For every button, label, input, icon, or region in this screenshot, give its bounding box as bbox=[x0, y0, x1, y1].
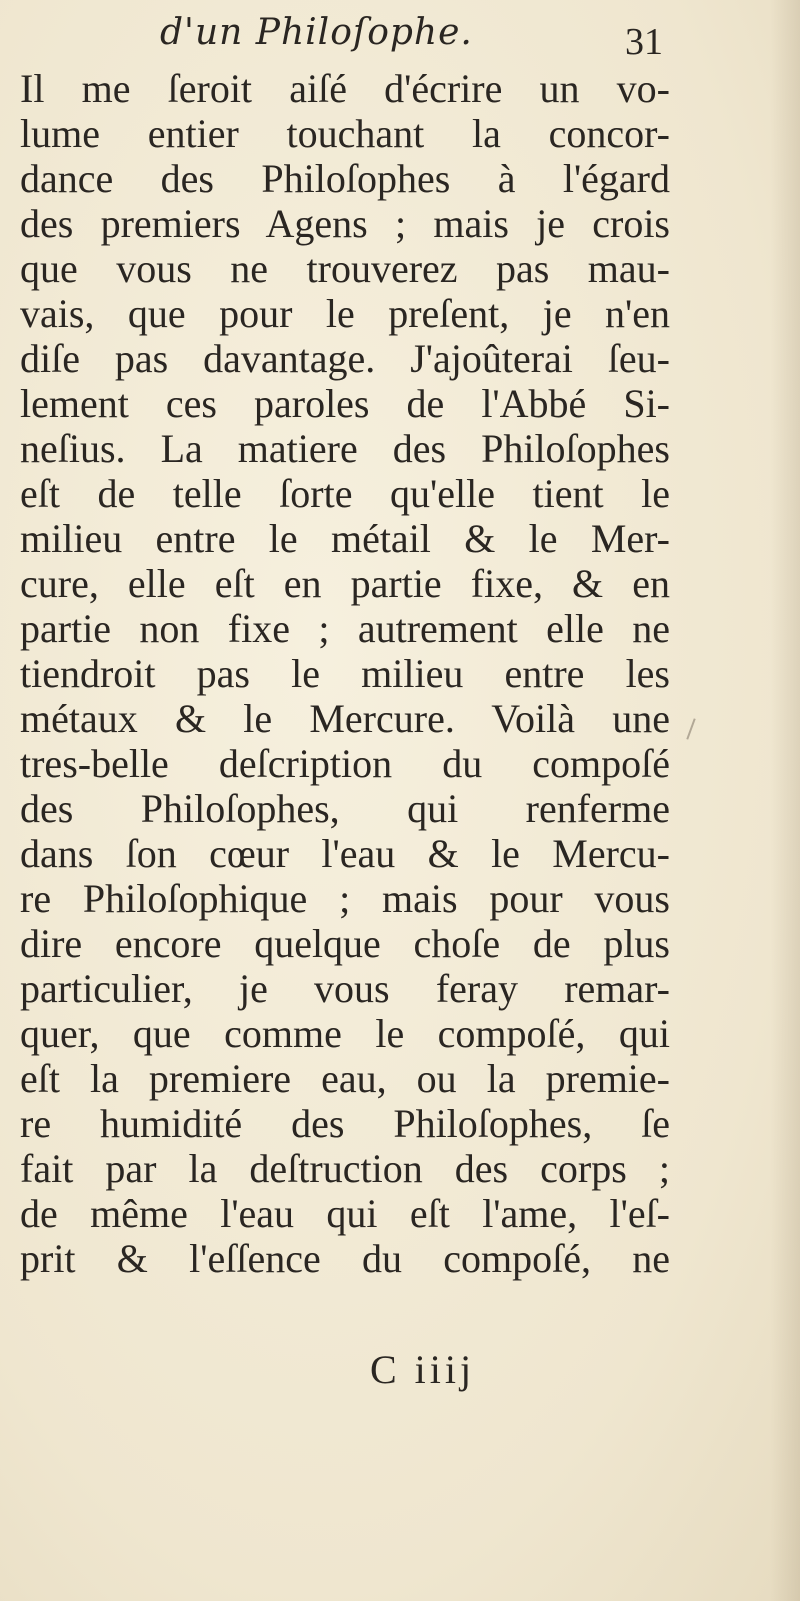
text-line: vais, que pour le preſent, je n'en bbox=[20, 291, 670, 336]
text-line: tiendroit pas le milieu entre les bbox=[20, 651, 670, 696]
text-line: partie non fixe ; autrement elle ne bbox=[20, 606, 670, 651]
ink-mark bbox=[686, 718, 695, 739]
text-line: quer, que comme le compoſé, qui bbox=[20, 1011, 670, 1056]
signature-mark: C iiij bbox=[370, 1347, 476, 1392]
text-line: re Philoſophique ; mais pour vous bbox=[20, 876, 670, 921]
running-title: d'un Philoſophe. bbox=[160, 12, 473, 53]
text-line: lume entier touchant la concor- bbox=[20, 111, 670, 156]
text-line: Il me ſeroit aiſé d'écrire un vo- bbox=[20, 66, 670, 111]
text-line: eſt de telle ſorte qu'elle tient le bbox=[20, 471, 670, 516]
text-line: des Philoſophes, qui renferme bbox=[20, 786, 670, 831]
page-edge-shadow bbox=[770, 0, 800, 1601]
text-line: particulier, je vous feray remar- bbox=[20, 966, 670, 1011]
text-line: fait par la deſtruction des corps ; bbox=[20, 1146, 670, 1191]
text-line: que vous ne trouverez pas mau- bbox=[20, 246, 670, 291]
text-line: métaux & le Mercure. Voilà une bbox=[20, 696, 670, 741]
text-line: neſius. La matiere des Philoſophes bbox=[20, 426, 670, 471]
page-number: 31 bbox=[625, 21, 663, 63]
text-line: dans ſon cœur l'eau & le Mercu- bbox=[20, 831, 670, 876]
text-line: dance des Philoſophes à l'égard bbox=[20, 156, 670, 201]
text-line: re humidité des Philoſophes, ſe bbox=[20, 1101, 670, 1146]
text-line: dire encore quelque choſe de plus bbox=[20, 921, 670, 966]
text-line: tres-belle deſcription du compoſé bbox=[20, 741, 670, 786]
text-line: de même l'eau qui eſt l'ame, l'eſ- bbox=[20, 1191, 670, 1236]
text-line: des premiers Agens ; mais je crois bbox=[20, 201, 670, 246]
text-line: diſe pas davantage. J'ajoûterai ſeu- bbox=[20, 336, 670, 381]
text-line: eſt la premiere eau, ou la premie- bbox=[20, 1056, 670, 1101]
text-line: milieu entre le métail & le Mer- bbox=[20, 516, 670, 561]
text-line: lement ces paroles de l'Abbé Si- bbox=[20, 381, 670, 426]
body-text bbox=[20, 66, 670, 1281]
text-line: prit & l'eſſence du compoſé, ne bbox=[20, 1236, 670, 1281]
text-line: cure, elle eſt en partie fixe, & en bbox=[20, 561, 670, 606]
